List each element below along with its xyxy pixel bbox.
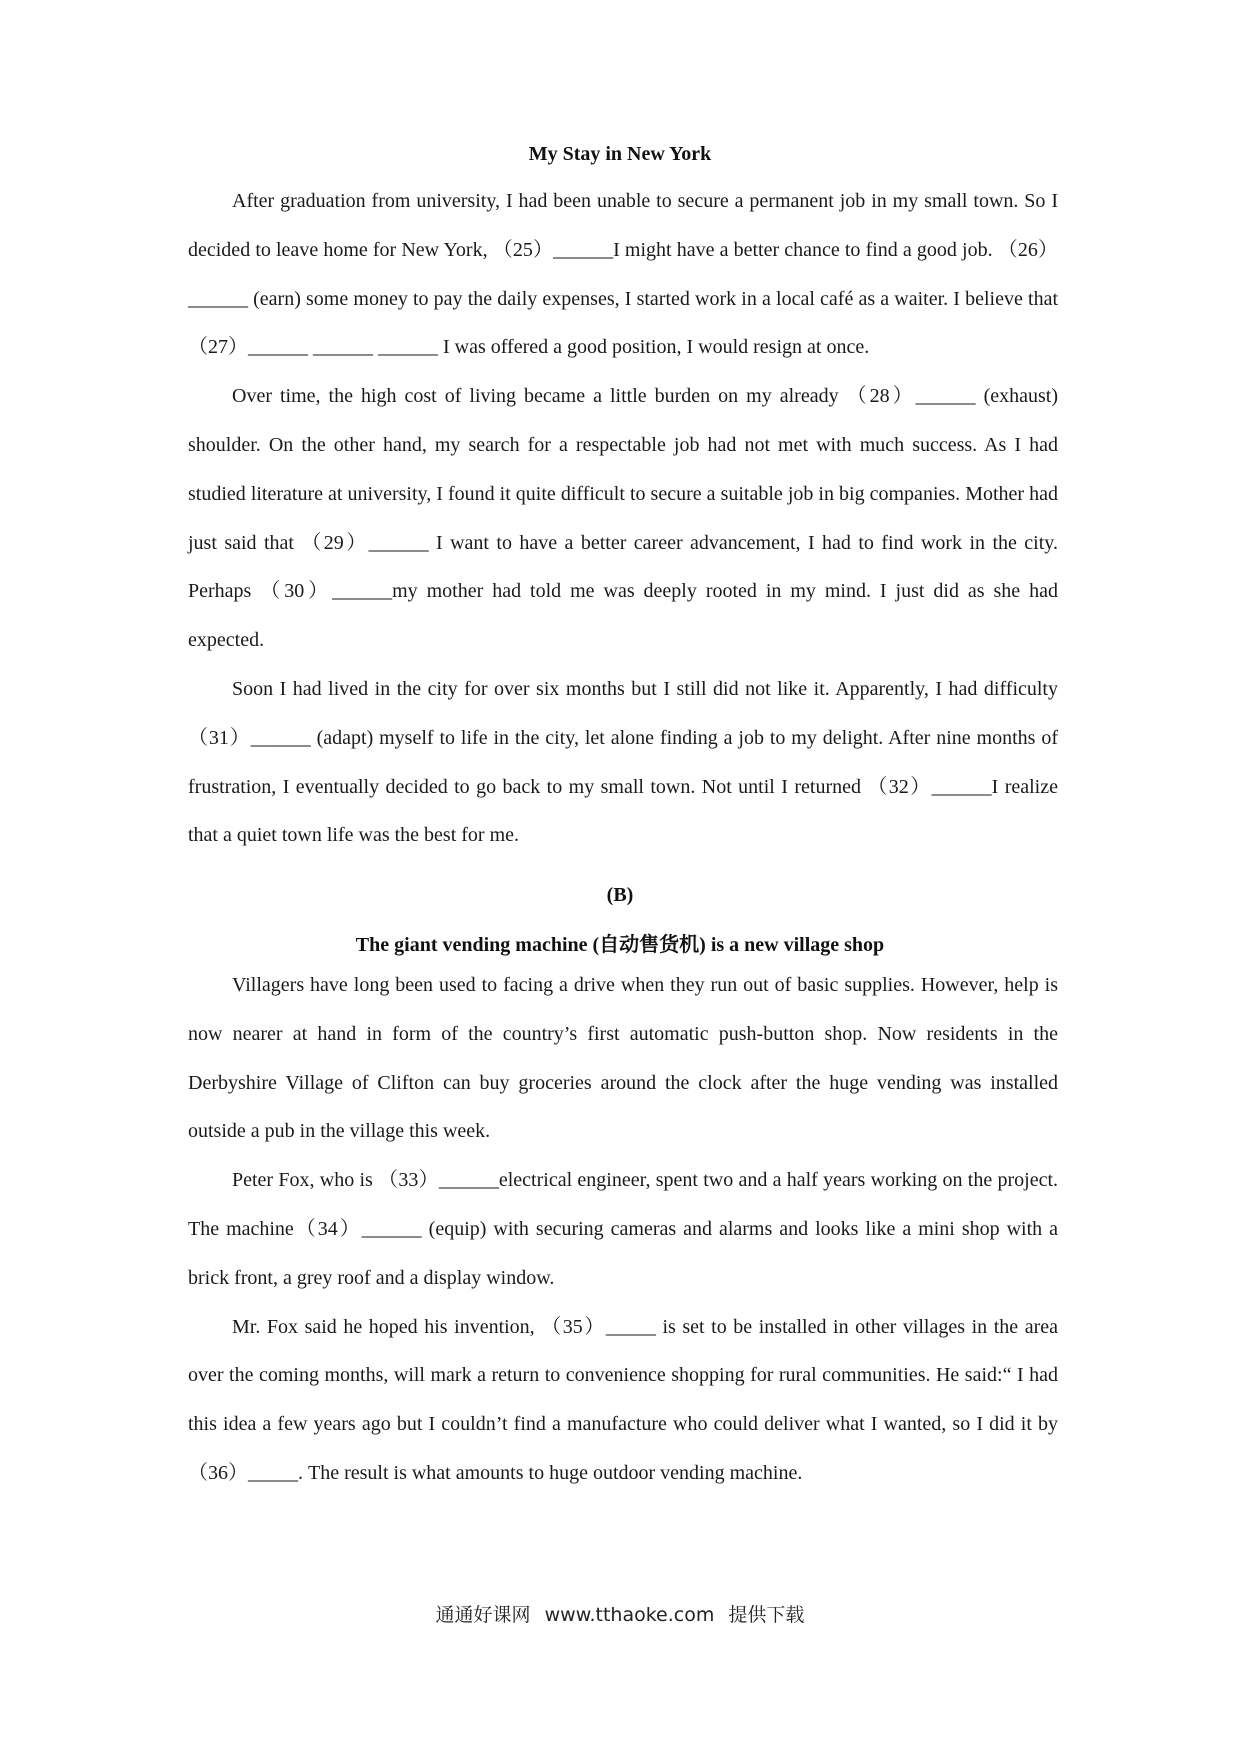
passage-b-label: (B): [606, 884, 634, 906]
passage-a-body: [188, 177, 1058, 860]
footer-note: 提供下载: [728, 1604, 805, 1626]
passage-b-body: [188, 961, 1058, 1498]
passage-b-title: The giant vending machine (自动售货机) is a new village shop: [355, 934, 885, 956]
footer-url[interactable]: www.tthaoke.com: [544, 1604, 715, 1626]
passage-a-paragraph: After graduation from university, I had been unable to secure a permanent job in my small town. So I decided to leave home for New York, （25）______I might have a better chance to find a good job. （26）______ (earn) some money to pay the daily expenses, I started work in a local café as a waiter. I believe that（27）______ ______ ______ I was offered a good position, I would resign at once.: [188, 190, 1058, 359]
footer-site-name: 通通好课网: [435, 1604, 531, 1626]
passage-b-paragraph: Villagers have long been used to facing a drive when they run out of basic supplies. However, help is now nearer at hand in form of the country’s first automatic push-button shop. Now residents in the Derbyshire Village of Clifton can buy groceries around the clock after the huge vending was installed outside a pub in the village this week.: [188, 974, 1058, 1143]
page-footer: [0, 1600, 1240, 1627]
passage-a-title: My Stay in New York: [528, 143, 712, 165]
passage-a-paragraph: Over time, the high cost of living became a little burden on my already （28）______ (exhaust) shoulder. On the other hand, my search for a respectable job had not met with much success. As I had studied literature at university, I found it quite difficult to secure a suitable job in big companies. Mother had just said that （29）______ I want to have a better career advancement, I had to find work in the city. Perhaps （30）______my mother had told me was deeply rooted in my mind. I just did as she had expected.: [188, 385, 1058, 652]
passage-b-paragraph: Peter Fox, who is （33）______electrical engineer, spent two and a half years working on the project. The machine（34）______ (equip) with securing cameras and alarms and looks like a mini shop with a brick front, a grey roof and a display window.: [188, 1169, 1058, 1289]
passage-b-paragraph: Mr. Fox said he hoped his invention, （35）_____ is set to be installed in other villages in the area over the coming months, will mark a return to convenience shopping for rural communities. He said:“ I had this idea a few years ago but I couldn’t find a manufacture who could deliver what I wanted, so I did it by（36）_____. The result is what amounts to huge outdoor vending machine.: [188, 1315, 1058, 1484]
passage-a-paragraph: Soon I had lived in the city for over six months but I still did not like it. Apparently, I had difficulty （31）______ (adapt) myself to life in the city, let alone finding a job to my delight. After nine months of frustration, I eventually decided to go back to my small town. Not until I returned （32）______I realize that a quiet town life was the best for me.: [188, 677, 1058, 847]
